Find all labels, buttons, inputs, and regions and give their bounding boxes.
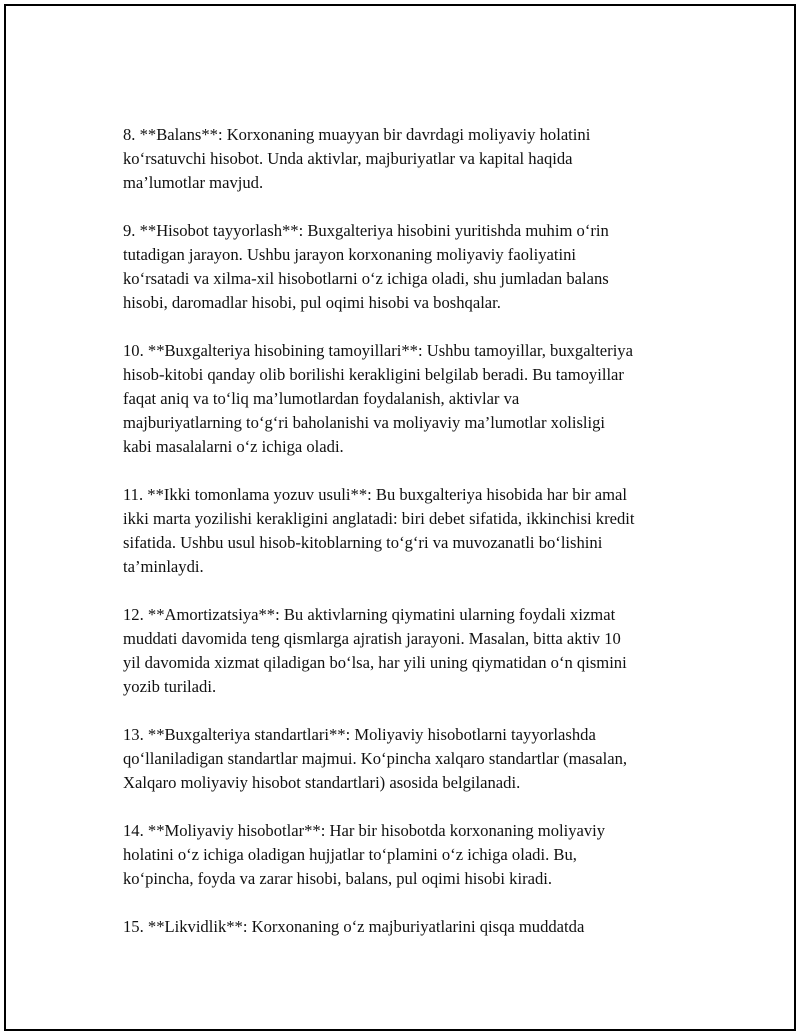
paragraph-12 [123,603,703,699]
text-line: yil davomida xizmat qiladigan bo‘lsa, har yili uning qiymatidan o‘n qismini [123,653,627,672]
text-line: kabi masalalarni o‘z ichiga oladi. [123,437,344,456]
text-line: 13. **Buxgalteriya standartlari**: Moliyaviy hisobotlarni tayyorlashda [123,725,596,744]
document-body [123,123,703,963]
paragraph-13 [123,723,703,795]
text-line: majburiyatlarning to‘g‘ri baholanishi va moliyaviy ma’lumotlar xolisligi [123,413,606,432]
text-line: 9. **Hisobot tayyorlash**: Buxgalteriya hisobini yuritishda muhim o‘rin [123,221,609,240]
paragraph-9 [123,219,703,315]
text-line: ma’lumotlar mavjud. [123,173,264,192]
text-line: 8. **Balans**: Korxonaning muayyan bir davrdagi moliyaviy holatini [123,125,591,144]
text-line: Xalqaro moliyaviy hisobot standartlari) asosida belgilanadi. [123,773,521,792]
text-line: tutadigan jarayon. Ushbu jarayon korxonaning moliyaviy faoliyatini [123,245,576,264]
text-line: muddati davomida teng qismlarga ajratish jarayoni. Masalan, bitta aktiv 10 [123,629,621,648]
text-line: qo‘llaniladigan standartlar majmui. Ko‘pincha xalqaro standartlar (masalan, [123,749,628,768]
text-line: yozib turiladi. [123,677,217,696]
text-line: 15. **Likvidlik**: Korxonaning o‘z majburiyatlarini qisqa muddatda [123,917,585,936]
text-line: ko‘rsatadi va xilma-xil hisobotlarni o‘z ichiga oladi, shu jumladan balans [123,269,609,288]
paragraph-11 [123,483,703,579]
paragraph-8 [123,123,703,195]
text-line: hisobi, daromadlar hisobi, pul oqimi hisobi va boshqalar. [123,293,501,312]
text-line: ko‘pincha, foyda va zarar hisobi, balans, pul oqimi hisobi kiradi. [123,869,553,888]
text-line: ta’minlaydi. [123,557,204,576]
text-line: hisob-kitobi qanday olib borilishi kerakligini belgilab beradi. Bu tamoyillar [123,365,624,384]
text-line: 11. **Ikki tomonlama yozuv usuli**: Bu buxgalteriya hisobida har bir amal [123,485,628,504]
text-line: 10. **Buxgalteriya hisobining tamoyillari**: Ushbu tamoyillar, buxgalteriya [123,341,633,360]
text-line: ko‘rsatuvchi hisobot. Unda aktivlar, majburiyatlar va kapital haqida [123,149,573,168]
text-line: holatini o‘z ichiga oladigan hujjatlar to‘plamini o‘z ichiga oladi. Bu, [123,845,577,864]
text-line: 14. **Moliyaviy hisobotlar**: Har bir hisobotda korxonaning moliyaviy [123,821,606,840]
text-line: ikki marta yozilishi kerakligini anglatadi: biri debet sifatida, ikkinchisi kredit [123,509,635,528]
paragraph-10 [123,339,703,459]
text-line: sifatida. Ushbu usul hisob-kitoblarning to‘g‘ri va muvozanatli bo‘lishini [123,533,603,552]
text-line: faqat aniq va to‘liq ma’lumotlardan foydalanish, aktivlar va [123,389,520,408]
text-line: 12. **Amortizatsiya**: Bu aktivlarning qiymatini ularning foydali xizmat [123,605,616,624]
page-frame [4,4,796,1031]
paragraph-14 [123,819,703,891]
paragraph-15 [123,915,703,939]
